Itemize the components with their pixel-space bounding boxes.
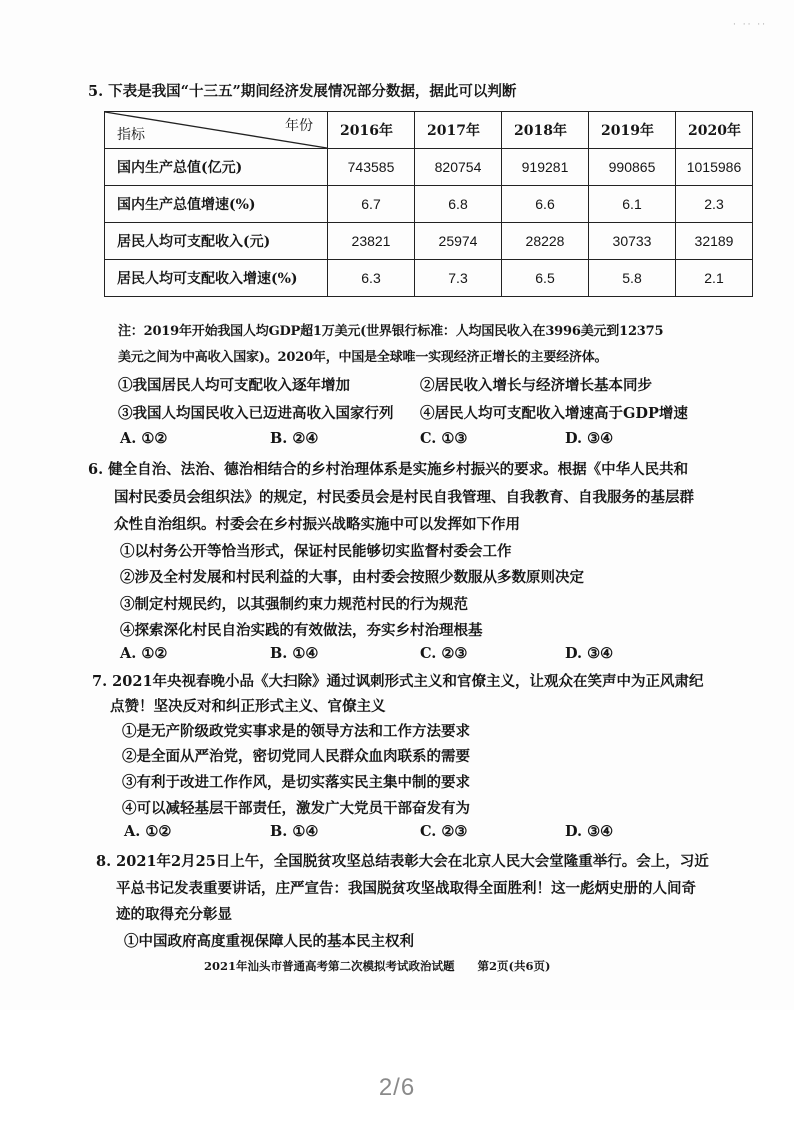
table-header-row	[105, 112, 753, 149]
q6-choice-c: C. ②③	[420, 645, 468, 662]
row-label: 国内生产总值增速(%)	[105, 186, 328, 223]
q5-choice-a: A. ①②	[120, 430, 168, 447]
corner-label-year: 年份	[285, 117, 313, 133]
table-cell: 30733	[589, 223, 676, 260]
q8-stem-line-1: 8. 2021年2月25日上午，全国脱贫攻坚总结表彰大会在北京人民大会堂隆重举行。会上，习近	[96, 853, 709, 870]
table-cell: 28228	[502, 223, 589, 260]
corner-label-indicator: 指标	[117, 126, 145, 142]
q6-choice-d: D. ③④	[565, 645, 614, 662]
q6-item: ③制定村规民约，以其强制约束力规范村民的行为规范	[120, 596, 468, 613]
table-cell: 5.8	[589, 260, 676, 297]
table-row	[105, 223, 753, 260]
table-row	[105, 149, 753, 186]
q6-choice-a: A. ①②	[120, 645, 168, 662]
q7-item: ①是无产阶级政党实事求是的领导方法和工作方法要求	[122, 723, 470, 740]
q5-stem: 5. 下表是我国“十三五”期间经济发展情况部分数据，据此可以判断	[88, 83, 517, 100]
q6-choice-b: B. ①④	[270, 645, 319, 662]
table-cell: 2.3	[676, 186, 753, 223]
table-cell: 7.3	[415, 260, 502, 297]
table-row	[105, 186, 753, 223]
q7-item: ②是全面从严治党，密切党同人民群众血肉联系的需要	[122, 748, 470, 765]
table-cell: 820754	[415, 149, 502, 186]
table-cell: 6.6	[502, 186, 589, 223]
year-header: 2018年	[502, 112, 589, 149]
q7-choice-b: B. ①④	[270, 823, 319, 840]
year-header: 2017年	[415, 112, 502, 149]
table-cell: 919281	[502, 149, 589, 186]
q7-choice-a: A. ①②	[124, 823, 172, 840]
q5-item: ①我国居民人均可支配收入逐年增加	[118, 377, 350, 394]
q7-item: ③有利于改进工作作风，是切实落实民主集中制的要求	[122, 774, 470, 791]
q7-choice-d: D. ③④	[565, 823, 614, 840]
q8-stem-line-2: 平总书记发表重要讲话，庄严宣告：我国脱贫攻坚战取得全面胜利！这一彪炳史册的人间奇	[116, 880, 696, 897]
q5-choice-b: B. ②④	[270, 430, 319, 447]
q6-item: ①以村务公开等恰当形式，保证村民能够切实监督村委会工作	[120, 543, 512, 560]
q6-item: ④探索深化村民自治实践的有效做法，夯实乡村治理根基	[120, 622, 483, 639]
table-cell: 25974	[415, 223, 502, 260]
q5-item: ③我国人均国民收入已迈进高收入国家行列	[118, 405, 394, 422]
year-header: 2020年	[676, 112, 753, 149]
page-indicator: 2/6	[378, 1074, 416, 1101]
table-cell: 2.1	[676, 260, 753, 297]
year-header: 2016年	[328, 112, 415, 149]
q8-stem-line-3: 迹的取得充分彰显	[116, 906, 232, 923]
table-cell: 1015986	[676, 149, 753, 186]
q6-item: ②涉及全村发展和村民利益的大事，由村委会按照少数服从多数原则决定	[120, 569, 584, 586]
table-cell: 743585	[328, 149, 415, 186]
table-cell: 6.5	[502, 260, 589, 297]
q5-note-line-2: 美元之间为中高收入国家)。2020年，中国是全球唯一实现经济正增长的主要经济体。	[118, 350, 608, 365]
q5-choice-d: D. ③④	[565, 430, 614, 447]
page-viewer-bar	[0, 1010, 794, 1122]
table-cell: 990865	[589, 149, 676, 186]
table-cell: 32189	[676, 223, 753, 260]
table-cell: 6.8	[415, 186, 502, 223]
q6-stem-line-2: 国村民委员会组织法》的规定，村民委员会是村民自我管理、自我教育、自我服务的基层群	[114, 489, 694, 506]
q8-item: ①中国政府高度重视保障人民的基本民主权利	[124, 933, 414, 950]
table-cell: 6.3	[328, 260, 415, 297]
table-cell: 6.7	[328, 186, 415, 223]
q6-stem-line-3: 众性自治组织。村委会在乡村振兴战略实施中可以发挥如下作用	[114, 516, 520, 533]
q5-item: ②居民收入增长与经济增长基本同步	[420, 377, 652, 394]
row-label: 国内生产总值(亿元)	[105, 149, 328, 186]
row-label: 居民人均可支配收入(元)	[105, 223, 328, 260]
row-label: 居民人均可支配收入增速(%)	[105, 260, 328, 297]
page-footer: 2021年汕头市普通高考第二次模拟考试政治试题 第2页(共6页)	[204, 959, 551, 973]
table-cell: 6.1	[589, 186, 676, 223]
table-cell: 23821	[328, 223, 415, 260]
q5-item: ④居民人均可支配收入增速高于GDP增速	[420, 405, 688, 422]
q7-stem-line-2: 点赞！坚决反对和纠正形式主义、官僚主义	[110, 698, 386, 715]
year-header: 2019年	[589, 112, 676, 149]
gdp-table	[104, 111, 753, 297]
q7-item: ④可以减轻基层干部责任，激发广大党员干部奋发有为	[122, 800, 470, 817]
table-row	[105, 260, 753, 297]
q5-note-line-1: 注：2019年开始我国人均GDP超1万美元(世界银行标准：人均国民收入在3996美元到12375	[118, 324, 664, 339]
q6-stem-line-1: 6. 健全自治、法治、德治相结合的乡村治理体系是实施乡村振兴的要求。根据《中华人民共和	[88, 461, 689, 478]
corner-cell	[105, 112, 328, 149]
q7-choice-c: C. ②③	[420, 823, 468, 840]
scan-speck: · ·· ··	[733, 20, 768, 30]
q5-choice-c: C. ①③	[420, 430, 468, 447]
q7-stem-line-1: 7. 2021年央视春晚小品《大扫除》通过讽刺形式主义和官僚主义，让观众在笑声中为正风肃纪	[92, 673, 704, 690]
